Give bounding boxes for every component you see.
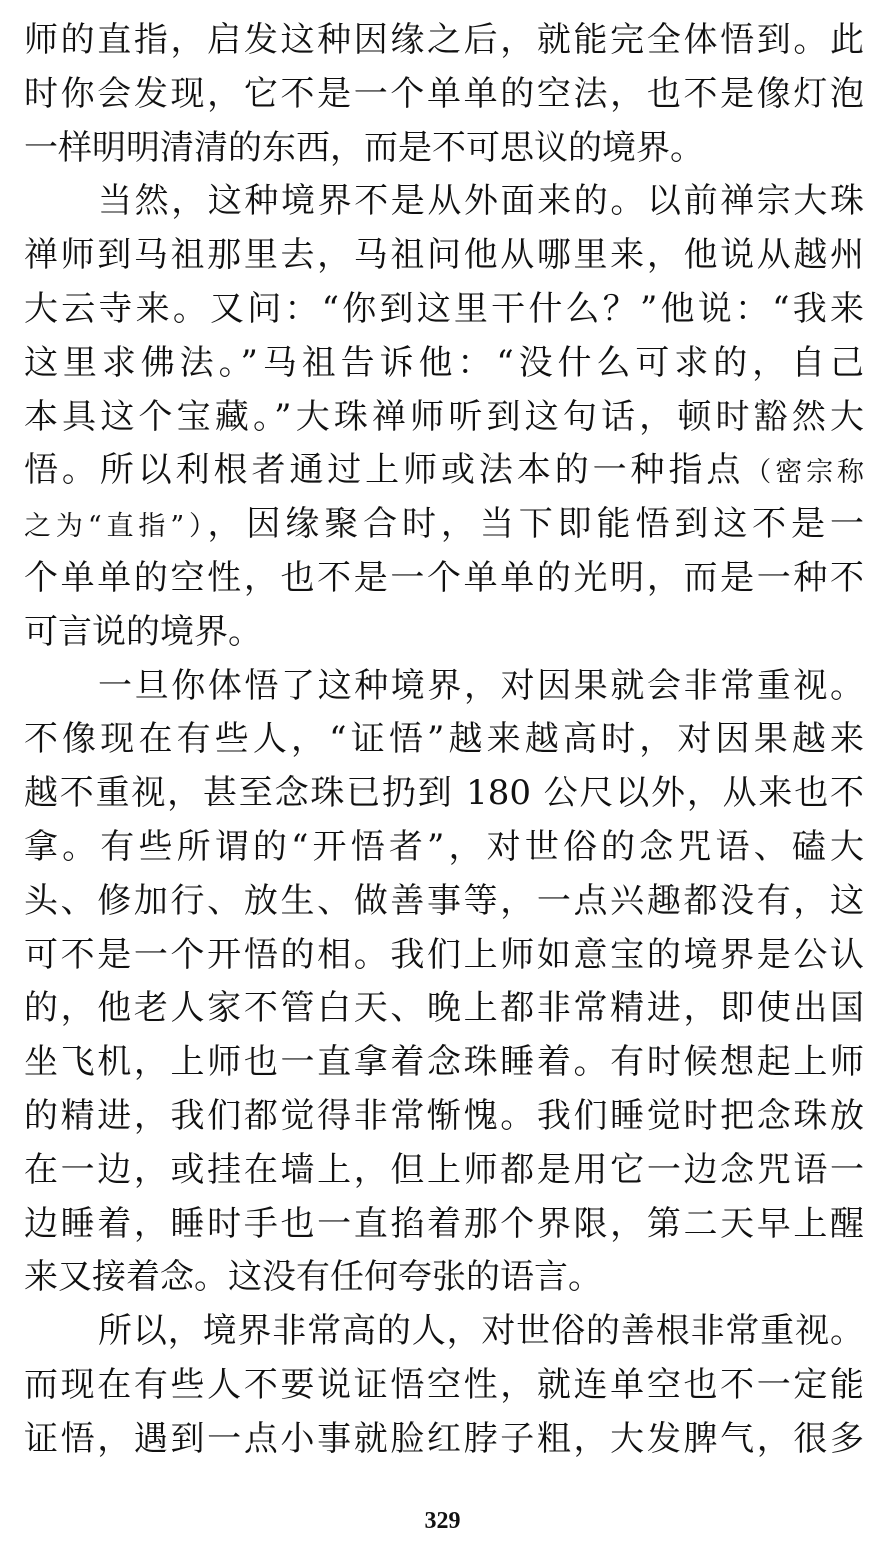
text-line: 来又接着念。这没有任何夸张的语言。 bbox=[24, 1257, 602, 1298]
text-line: 这里求佛法。”马祖告诉他：“没什么可求的，自己 bbox=[24, 342, 864, 383]
text-line: 大云寺来。又问：“你到这里干什么？”他说：“我来 bbox=[24, 288, 864, 329]
paragraph-start-line: 一旦你体悟了这种境界，对因果就会非常重视。 bbox=[98, 665, 864, 706]
text-line: 本具这个宝藏。”大珠禅师听到这句话，顿时豁然大 bbox=[24, 396, 864, 437]
text-line: 可不是一个开悟的相。我们上师如意宝的境界是公认 bbox=[24, 934, 864, 975]
page-number: 329 bbox=[424, 1508, 461, 1534]
text-line: 不像现在有些人，“证悟”越来越高时，对因果越来 bbox=[24, 719, 864, 760]
text-line: 而现在有些人不要说证悟空性，就连单空也不一定能 bbox=[24, 1364, 864, 1405]
paragraph-start-line: 当然，这种境界不是从外面来的。以前禅宗大珠 bbox=[98, 181, 864, 222]
text-line: 的精进，我们都觉得非常惭愧。我们睡觉时把念珠放 bbox=[24, 1095, 864, 1136]
text-line: 禅师到马祖那里去，马祖问他从哪里来，他说从越州 bbox=[24, 235, 864, 276]
text-line: 的，他老人家不管白天、晚上都非常精进，即使出国 bbox=[24, 988, 864, 1029]
annotation-text: （密宗称 bbox=[744, 457, 865, 489]
text-line bbox=[24, 444, 864, 498]
document-body bbox=[24, 14, 864, 1467]
text-line: 头、修加行、放生、做善事等，一点兴趣都没有，这 bbox=[24, 880, 864, 921]
paragraph-start-line: 所以，境界非常高的人，对世俗的善根非常重视。 bbox=[98, 1311, 864, 1352]
text-line: 时你会发现，它不是一个单单的空法，也不是像灯泡 bbox=[24, 73, 864, 114]
text-line: 边睡着，睡时手也一直掐着那个界限，第二天早上醒 bbox=[24, 1203, 864, 1244]
text-line: 一样明明清清的东西，而是不可思议的境界。 bbox=[24, 127, 704, 168]
text-segment: 悟。所以利根者通过上师或法本的一种指点 bbox=[24, 450, 745, 491]
text-line: 证悟，遇到一点小事就脸红脖子粗，大发脾气，很多 bbox=[24, 1418, 864, 1459]
text-line: 越不重视，甚至念珠已扔到 180 公尺以外，从来也不 bbox=[24, 773, 864, 814]
text-line: 拿。有些所谓的“开悟者”，对世俗的念咒语、磕大 bbox=[24, 826, 864, 867]
text-line: 在一边，或挂在墙上，但上师都是用它一边念咒语一 bbox=[24, 1149, 864, 1190]
text-segment: ，因缘聚合时，当下即能悟到这不是一 bbox=[207, 504, 865, 545]
text-line: 个单单的空性，也不是一个单单的光明，而是一种不 bbox=[24, 557, 864, 598]
text-line: 师的直指，启发这种因缘之后，就能完全体悟到。此 bbox=[24, 20, 864, 60]
text-line: 可言说的境界。 bbox=[24, 611, 262, 652]
annotation-text: 之为“直指”） bbox=[24, 511, 208, 543]
text-line bbox=[24, 498, 864, 552]
text-line: 坐飞机，上师也一直拿着念珠睡着。有时候想起上师 bbox=[24, 1042, 864, 1083]
